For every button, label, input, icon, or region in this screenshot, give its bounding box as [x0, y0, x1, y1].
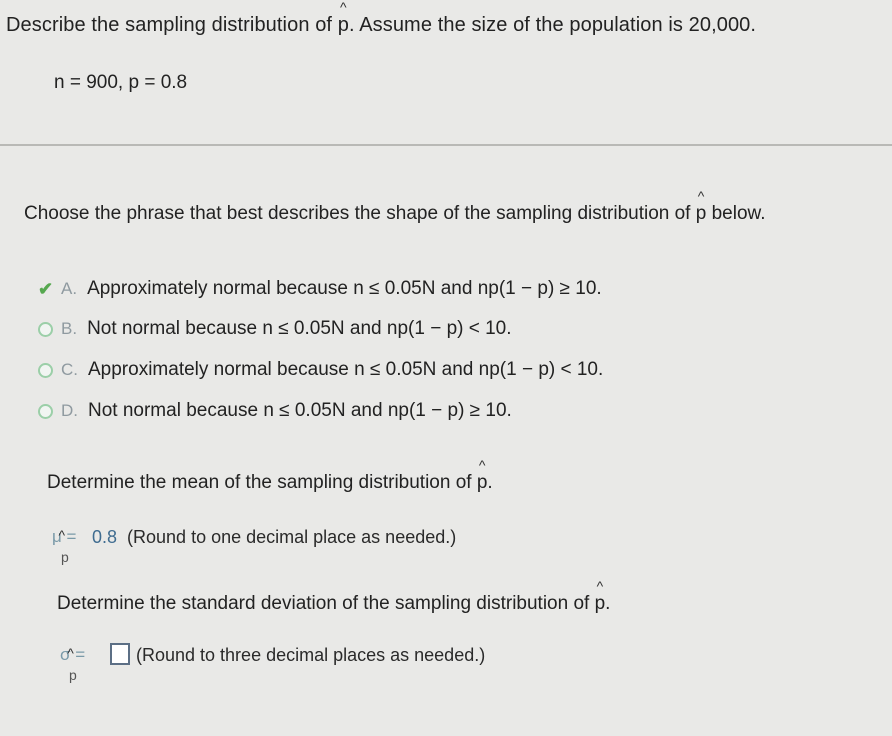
option-a[interactable] — [38, 274, 602, 304]
option-text: Not normal because n ≤ 0.05N and np(1 − p) ≥ 10. — [88, 400, 512, 421]
sd-prompt — [57, 593, 610, 615]
question-prefix: Describe the sampling distribution of — [6, 14, 338, 36]
mean-prompt-prefix: Determine the mean of the sampling distribution of — [47, 472, 477, 493]
shape-prompt-suffix: below. — [706, 203, 766, 224]
option-letter: C. — [61, 360, 78, 379]
question-suffix: . Assume the size of the population is 20,000. — [348, 14, 757, 36]
mean-answer-hint: (Round to one decimal place as needed.) — [127, 527, 457, 547]
shape-prompt-prefix: Choose the phrase that best describes the shape of the sampling distribution of — [24, 203, 696, 224]
mu-subscript: p — [61, 549, 69, 565]
option-text: Not normal because n ≤ 0.05N and np(1 − p) < 10. — [87, 318, 512, 339]
sd-answer-hint: (Round to three decimal places as needed.) — [136, 645, 486, 665]
mean-prompt — [47, 472, 493, 494]
option-letter: B. — [61, 319, 78, 338]
sd-prompt-suffix: . — [605, 593, 611, 614]
sigma-glyph: σ — [60, 645, 71, 664]
option-letter: A. — [61, 279, 78, 298]
mean-answer-value[interactable]: 0.8 — [92, 527, 118, 547]
radio-button-icon[interactable] — [38, 322, 53, 337]
mu-symbol — [52, 527, 92, 565]
option-c[interactable] — [38, 355, 603, 385]
option-letter: D. — [61, 401, 78, 420]
p-hat-symbol: ^ p — [477, 472, 488, 494]
sd-answer-row — [60, 645, 486, 683]
option-b[interactable] — [38, 314, 512, 344]
mu-glyph: μ — [52, 527, 62, 546]
p-hat-symbol: ^ p — [595, 593, 606, 615]
option-text: Approximately normal because n ≤ 0.05N and np(1 − p) < 10. — [88, 359, 604, 380]
section-divider — [0, 144, 892, 146]
mu-equals: = — [66, 527, 77, 546]
shape-prompt — [24, 203, 765, 225]
question-text — [6, 14, 756, 37]
option-d[interactable] — [38, 396, 512, 426]
p-hat-symbol: ^ p — [338, 14, 349, 37]
radio-button-icon[interactable] — [38, 404, 53, 419]
sigma-subscript: p — [69, 667, 77, 683]
checkmark-icon: ✔ — [38, 279, 54, 299]
option-text: Approximately normal because n ≤ 0.05N and np(1 − p) ≥ 10. — [87, 278, 602, 299]
mean-prompt-suffix: . — [487, 472, 493, 493]
sd-answer-input[interactable] — [110, 643, 130, 665]
sigma-symbol — [60, 645, 110, 683]
sigma-equals: = — [75, 645, 86, 664]
sd-prompt-prefix: Determine the standard deviation of the sampling distribution of — [57, 593, 595, 614]
given-values: n = 900, p = 0.8 — [54, 72, 188, 93]
p-hat-symbol: ^ p — [696, 203, 707, 225]
radio-button-icon[interactable] — [38, 363, 53, 378]
mean-answer-row — [52, 527, 457, 565]
